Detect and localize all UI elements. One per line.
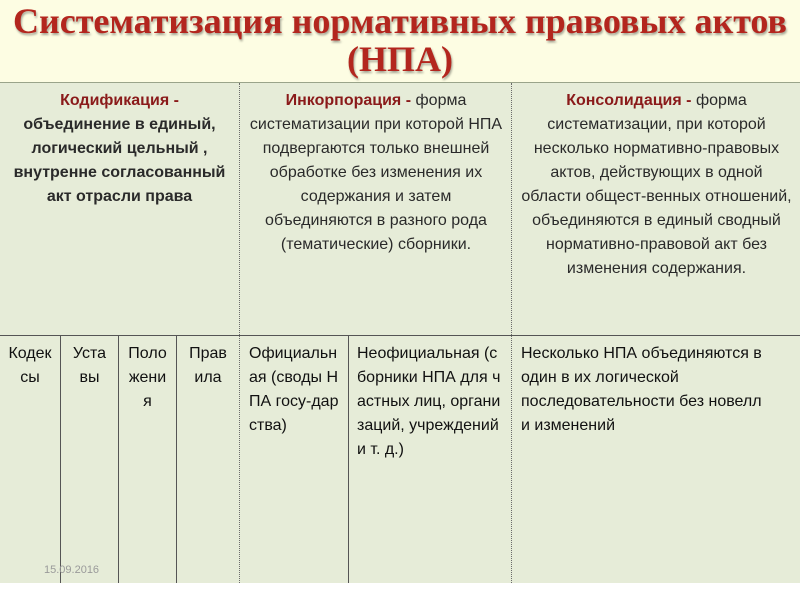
- consolidation-header: [513, 89, 800, 281]
- incorporation-unofficial: Неофициальная (сборники НПА для частных лиц, организаций, учреждений и т. д.): [357, 345, 501, 458]
- codification-definition: объединение в единый, логический цельный , внутренне согласованный акт отрасли права: [13, 116, 226, 205]
- slide-date: 15.09.2016: [44, 564, 100, 576]
- codification-type-statutes: Уставы: [72, 345, 107, 386]
- codification-type-codes: Кодексы: [8, 345, 52, 386]
- incorporation-keyword: Инкорпорация -: [285, 92, 412, 109]
- codification-header: [0, 89, 239, 209]
- consolidation-description: Несколько НПА объединяются в один в их логической последовательности без новелл и изменений: [521, 345, 762, 434]
- codification-keyword: Кодификация -: [60, 92, 179, 109]
- classification-table: [0, 82, 800, 583]
- incorporation-definition: форма систематизации при которой НПА подвергаются только внешней обработке без изменения их содержания и затем объединяются в разного рода (тематические) сборники.: [249, 92, 503, 253]
- incorporation-official: Официальная (своды НПА госу-дарства): [249, 345, 339, 434]
- incorporation-header: [241, 89, 511, 257]
- column-divider: [511, 83, 512, 583]
- codification-type-rules: Правила: [189, 345, 227, 386]
- consolidation-keyword: Консолидация -: [566, 92, 692, 109]
- consolidation-definition: форма систематизации, при которой несколько нормативно-правовых актов, действующих в одной области общест-венных отношений, объединяются в единый сводный нормативно-правовой акт без изменения содержания.: [521, 92, 792, 277]
- slide-title: Систематизация нормативных правовых актов (НПА): [13, 1, 787, 79]
- codification-type-regulations: Положения: [128, 345, 167, 410]
- column-divider: [239, 83, 240, 583]
